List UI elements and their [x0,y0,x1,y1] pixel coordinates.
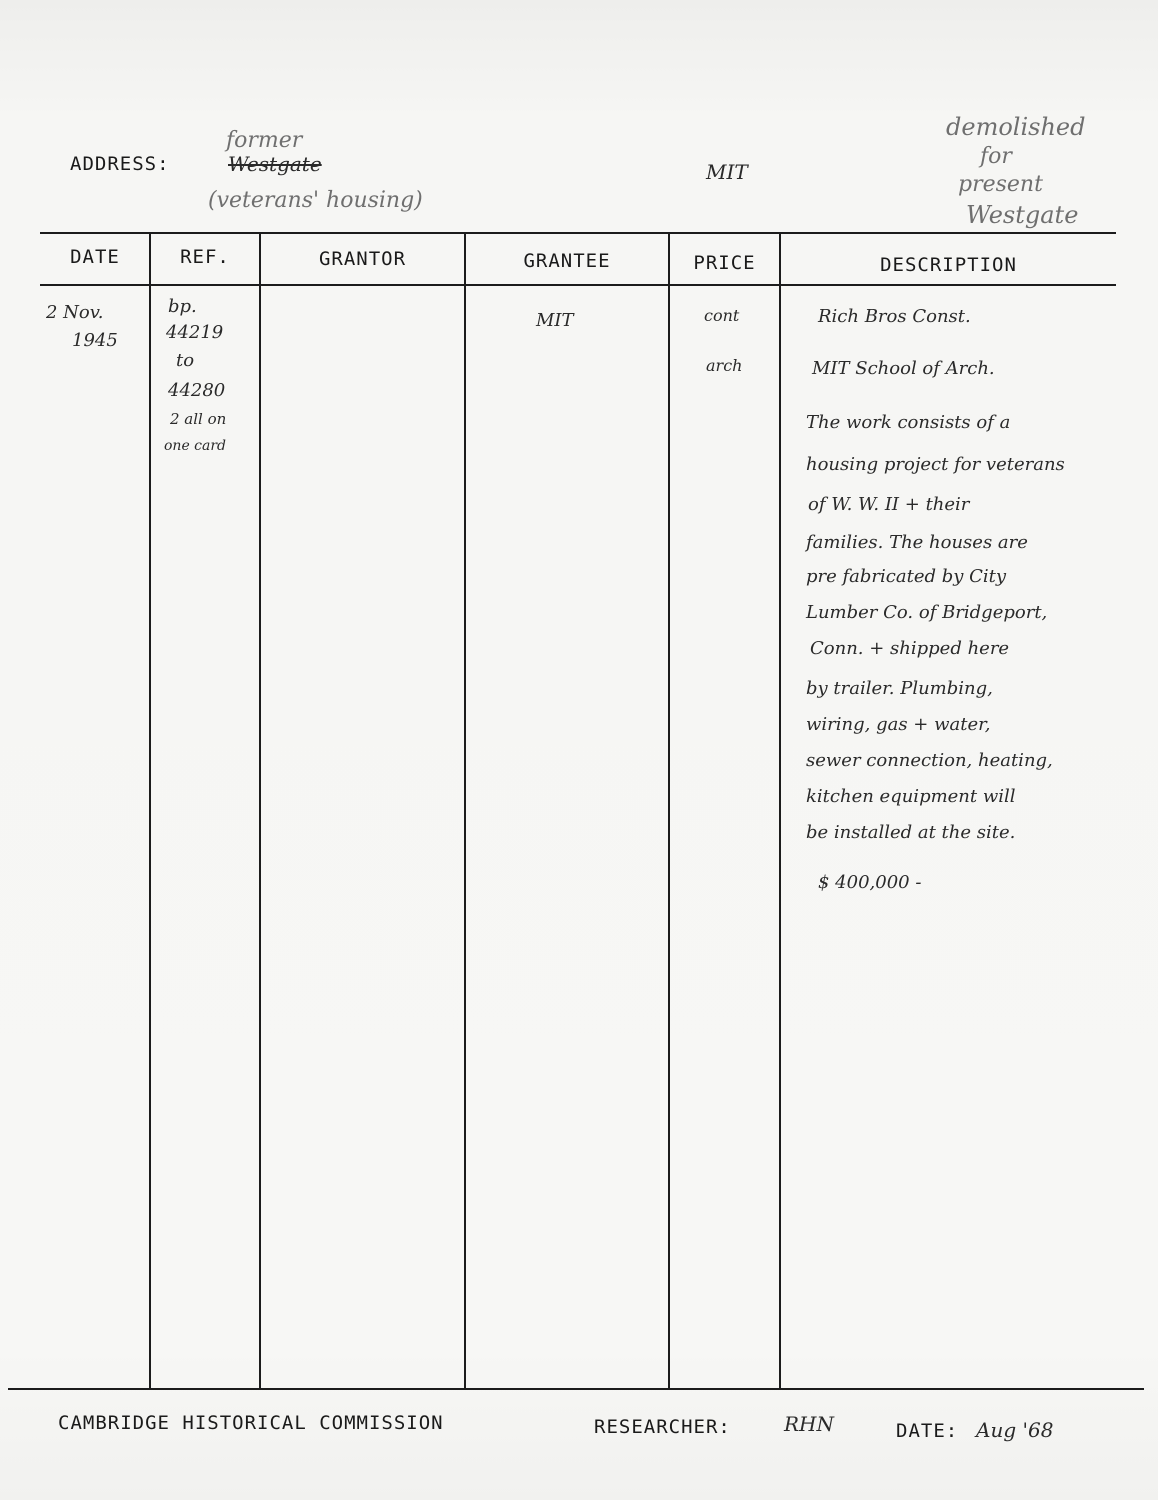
margin-note-line-1: demolished [946,113,1086,141]
column-header-price: PRICE [693,252,756,274]
column-divider-4 [668,234,670,1389]
description-line-10: by trailer. Plumbing, [806,678,993,699]
column-divider-3 [464,234,466,1389]
column-divider-5 [779,234,781,1389]
table-top-rule [40,232,1116,234]
margin-note-line-2: for [980,144,1012,169]
entry-price-line-1: cont [704,306,740,325]
description-line-3: The work consists of a [806,412,1011,433]
description-line-15: $ 400,000 - [818,872,922,893]
table-bottom-rule [8,1388,1144,1390]
header-bottom-rule [40,284,1116,286]
column-divider-2 [259,234,261,1389]
column-header-date: DATE [70,246,120,268]
entry-date-day: 2 Nov. [46,302,104,323]
column-header-grantee: GRANTEE [523,250,611,272]
entry-ref-line-4: 44280 [168,380,226,401]
column-header-grantor: GRANTOR [318,248,407,270]
entry-ref-line-6: one card [164,438,227,454]
description-line-11: wiring, gas + water, [806,714,991,735]
owner-name: MIT [706,160,748,184]
footer-researcher-value: RHN [784,1412,834,1436]
description-line-13: kitchen equipment will [806,786,1016,807]
footer-date-value: Aug '68 [976,1418,1054,1442]
description-line-4: housing project for veterans [806,454,1065,475]
footer-commission: CAMBRIDGE HISTORICAL COMMISSION [58,1412,444,1434]
entry-ref-line-5: 2 all on [170,410,227,428]
description-line-14: be installed at the site. [806,822,1016,843]
description-line-12: sewer connection, heating, [806,750,1053,771]
description-line-6: families. The houses are [806,532,1028,553]
footer-researcher-label: RESEARCHER: [594,1416,731,1438]
entry-date-year: 1945 [72,330,118,351]
entry-ref-line-3: to [176,350,195,371]
address-name: Westgate [228,152,322,176]
entry-ref-line-2: 44219 [166,322,224,343]
address-label: ADDRESS: [70,153,170,175]
entry-grantee: MIT [536,310,574,331]
description-line-2: MIT School of Arch. [812,358,995,379]
description-line-7: pre fabricated by City [806,566,1007,587]
column-header-ref: REF. [180,246,230,268]
description-line-8: Lumber Co. of Bridgeport, [806,602,1048,623]
address-former: former [226,128,303,153]
column-divider-1 [149,234,151,1389]
entry-price-line-2: arch [706,356,743,375]
description-line-1: Rich Bros Const. [818,306,971,327]
footer-date-label: DATE: [896,1420,959,1442]
address-note: (veterans' housing) [208,188,423,213]
description-line-5: of W. W. II + their [808,494,970,515]
entry-ref-line-1: bp. [168,296,197,317]
column-header-description: DESCRIPTION [880,254,1017,276]
margin-note-line-3: present [958,172,1043,197]
description-line-9: Conn. + shipped here [810,638,1010,659]
margin-note-line-4: Westgate [966,201,1079,229]
